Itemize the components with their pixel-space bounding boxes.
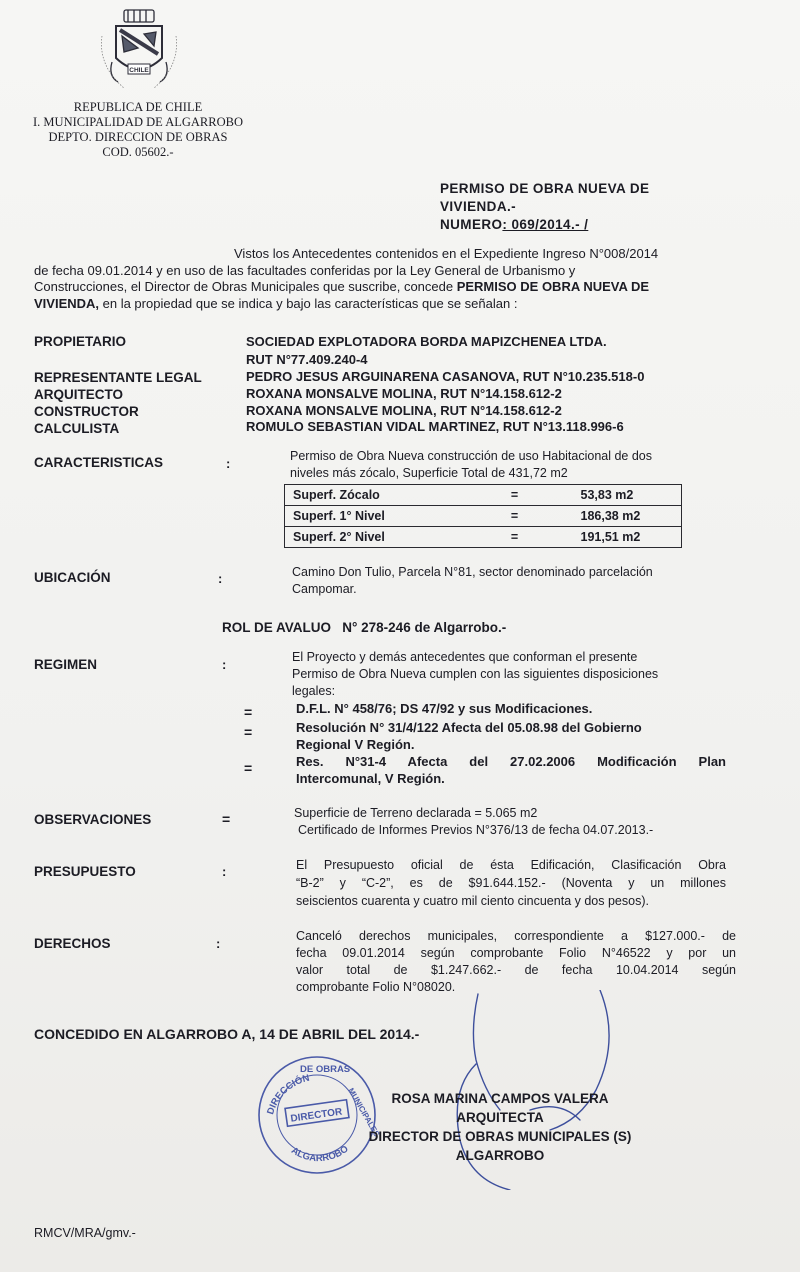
intro-line-4b: en la propiedad que se indica y bajo las características que se señalan : [99, 295, 518, 311]
derechos-label: DERECHOS [34, 936, 111, 951]
derechos-colon: : [216, 936, 221, 951]
ubicacion-text [292, 564, 718, 598]
rol-avaluo: ROL DE AVALUO N° 278-246 de Algarrobo.- [222, 620, 507, 635]
surface-value: 53,83 m2 [545, 485, 682, 506]
stamp-bottom-text: ALGARROBO [289, 1143, 351, 1165]
intro-line-3 [34, 279, 714, 296]
coat-banner-text: CHILE [129, 67, 149, 74]
intro-line-2: de fecha 09.01.2014 y en uso de las facultades conferidas por la Ley General de Urbanismo y [34, 262, 576, 278]
municipality-header [28, 100, 248, 160]
calculista-label: CALCULISTA [34, 421, 120, 436]
permit-title [440, 180, 760, 234]
signer-place: ALGARROBO [455, 1148, 545, 1163]
surface-name: Superf. Zócalo [285, 485, 485, 506]
observaciones-label: OBSERVACIONES [34, 812, 152, 827]
regimen-item-2-line-1: Resolución N° 31/4/122 Afecta del 05.08.98 del Gobierno [296, 720, 642, 735]
caracteristicas-text-2: niveles más zócalo, Superficie Total de 431,72 m2 [290, 466, 568, 480]
signer-title: ARQUITECTA [456, 1110, 544, 1125]
stamp-left-text: DIRECCIÓN [265, 1072, 311, 1116]
footer-initials: RMCV/MRA/gmv.- [34, 1226, 136, 1240]
table-row [285, 527, 682, 548]
regimen-item-3-line-1: Res. N°31-4 Afecta del 27.02.2006 Modificación Plan [296, 754, 726, 769]
arquitecto-value: ROXANA MONSALVE MOLINA, RUT N°14.158.612-2 [246, 386, 562, 401]
constructor-label: CONSTRUCTOR [34, 404, 139, 419]
derechos-text-4: comprobante Folio N°08020. [296, 980, 456, 994]
derechos-text-1: Canceló derechos municipales, correspondiente a $127.000.- de [296, 929, 736, 943]
stamp-right-text: MUNICIPALES [346, 1086, 382, 1139]
presupuesto-label: PRESUPUESTO [34, 864, 136, 879]
surface-eq: = [485, 527, 545, 548]
ubicacion-text-2: Campomar. [292, 582, 357, 596]
caracteristicas-label: CARACTERISTICAS [34, 455, 164, 470]
regimen-text-3: legales: [292, 684, 336, 698]
propietario-rut: RUT N°77.409.240-4 [246, 352, 368, 367]
header-line-4: COD. 05602.- [102, 145, 174, 159]
concedido-line: CONCEDIDO EN ALGARROBO A, 14 DE ABRIL DEL 2014.- [34, 1026, 420, 1042]
table-row [285, 485, 682, 506]
caracteristicas-text [290, 448, 716, 482]
intro-line-3a: Construcciones, el Director de Obras Municipales que suscribe, concede [34, 279, 457, 294]
table-row [285, 506, 682, 527]
intro-line-3b: PERMISO DE OBRA NUEVA DE [456, 279, 650, 294]
surface-eq: = [485, 506, 545, 527]
regimen-text [292, 649, 722, 700]
constructor-value: ROXANA MONSALVE MOLINA, RUT N°14.158.612-2 [246, 403, 562, 418]
derechos-text-3: valor total de $1.247.662.- de fecha 10.04.2014 según [296, 963, 736, 977]
caracteristicas-colon: : [226, 456, 231, 471]
regimen-item-2 [296, 719, 726, 753]
intro-line-4a: VIVIENDA, [34, 295, 100, 311]
intro-line-1: Vistos los Antecedentes contenidos en el Expediente Ingreso N°008/2014 [234, 246, 659, 261]
derechos-text-2: fecha 09.01.2014 según comprobante Folio N°46522 y por un [296, 946, 736, 960]
numero-label: NUMERO [440, 217, 503, 232]
presupuesto-text-3: seiscientos cuarenta y cuatro mil ciento cincuenta y dos pesos). [296, 894, 649, 908]
surface-name: Superf. 2° Nivel [285, 527, 485, 548]
regimen-item-2-line-2: Regional V Región. [296, 737, 415, 752]
propietario-label: PROPIETARIO [34, 334, 127, 349]
regimen-eq-2: = [244, 724, 253, 740]
numero-value: : 069/2014.- / [502, 217, 589, 232]
header-line-2: I. MUNICIPALIDAD DE ALGARROBO [33, 115, 243, 129]
caracteristicas-text-1: Permiso de Obra Nueva construcción de uso Habitacional de dos [290, 449, 653, 463]
observaciones-text-1: Superficie de Terreno declarada = 5.065 m2 [294, 806, 538, 820]
regimen-item-1: D.F.L. N° 458/76; DS 47/92 y sus Modificaciones. [296, 701, 593, 716]
surface-value: 186,38 m2 [545, 506, 682, 527]
presupuesto-text-2: “B-2” y “C-2”, es de $91.644.152.- (Noventa y un millones [296, 876, 726, 890]
ubicacion-label: UBICACIÓN [34, 570, 111, 585]
regimen-colon: : [222, 657, 227, 672]
surface-value: 191,51 m2 [545, 527, 682, 548]
regimen-text-1: El Proyecto y demás antecedentes que conforman el presente [292, 650, 638, 664]
regimen-text-2: Permiso de Obra Nueva cumplen con las siguientes disposiciones [292, 667, 659, 681]
surface-table [284, 484, 682, 548]
coat-of-arms-icon [94, 6, 184, 90]
signer-name: ROSA MARINA CAMPOS VALERA [391, 1091, 609, 1106]
regimen-eq-1: = [244, 704, 253, 720]
ubicacion-text-1: Camino Don Tulio, Parcela N°81, sector denominado parcelación [292, 565, 653, 579]
regimen-item-3 [296, 753, 726, 770]
observaciones-text-2: Certificado de Informes Previos N°376/13 de fecha 04.07.2013.- [298, 823, 654, 837]
representante-label: REPRESENTANTE LEGAL [34, 370, 202, 385]
surface-eq: = [485, 485, 545, 506]
propietario-value: SOCIEDAD EXPLOTADORA BORDA MAPIZCHENEA LTDA. [246, 334, 607, 349]
regimen-eq-3: = [244, 760, 253, 776]
header-line-1: REPUBLICA DE CHILE [73, 100, 203, 114]
signer-block [340, 1086, 660, 1165]
title-line-2: VIVIENDA.- [440, 199, 517, 214]
stamp-top-text: DE OBRAS [300, 1064, 351, 1075]
presupuesto-text [296, 856, 726, 910]
intro-paragraph [34, 246, 714, 312]
title-line-1: PERMISO DE OBRA NUEVA DE [440, 181, 650, 196]
ubicacion-colon: : [218, 571, 223, 586]
observaciones-text [294, 805, 724, 839]
regimen-item-3-line-2: Intercomunal, V Región. [296, 771, 445, 786]
calculista-value: ROMULO SEBASTIAN VIDAL MARTINEZ, RUT N°13.118.996-6 [246, 419, 624, 434]
permit-number [440, 216, 760, 234]
presupuesto-text-1: El Presupuesto oficial de ésta Edificación, Clasificación Obra [296, 858, 726, 872]
arquitecto-label: ARQUITECTO [34, 387, 124, 402]
intro-line-4 [34, 296, 714, 313]
representante-value: PEDRO JESUS ARGUINARENA CASANOVA, RUT N°10.235.518-0 [246, 369, 645, 384]
stamp-center-text: DIRECTOR [289, 1106, 343, 1125]
regimen-label: REGIMEN [34, 657, 98, 672]
header-line-3: DEPTO. DIRECCION DE OBRAS [48, 130, 228, 144]
surface-name: Superf. 1° Nivel [285, 506, 485, 527]
observaciones-eq: = [222, 811, 231, 827]
presupuesto-colon: : [222, 864, 227, 879]
derechos-text [296, 928, 736, 996]
signer-role: DIRECTOR DE OBRAS MUNICIPALES (S) [368, 1129, 632, 1144]
